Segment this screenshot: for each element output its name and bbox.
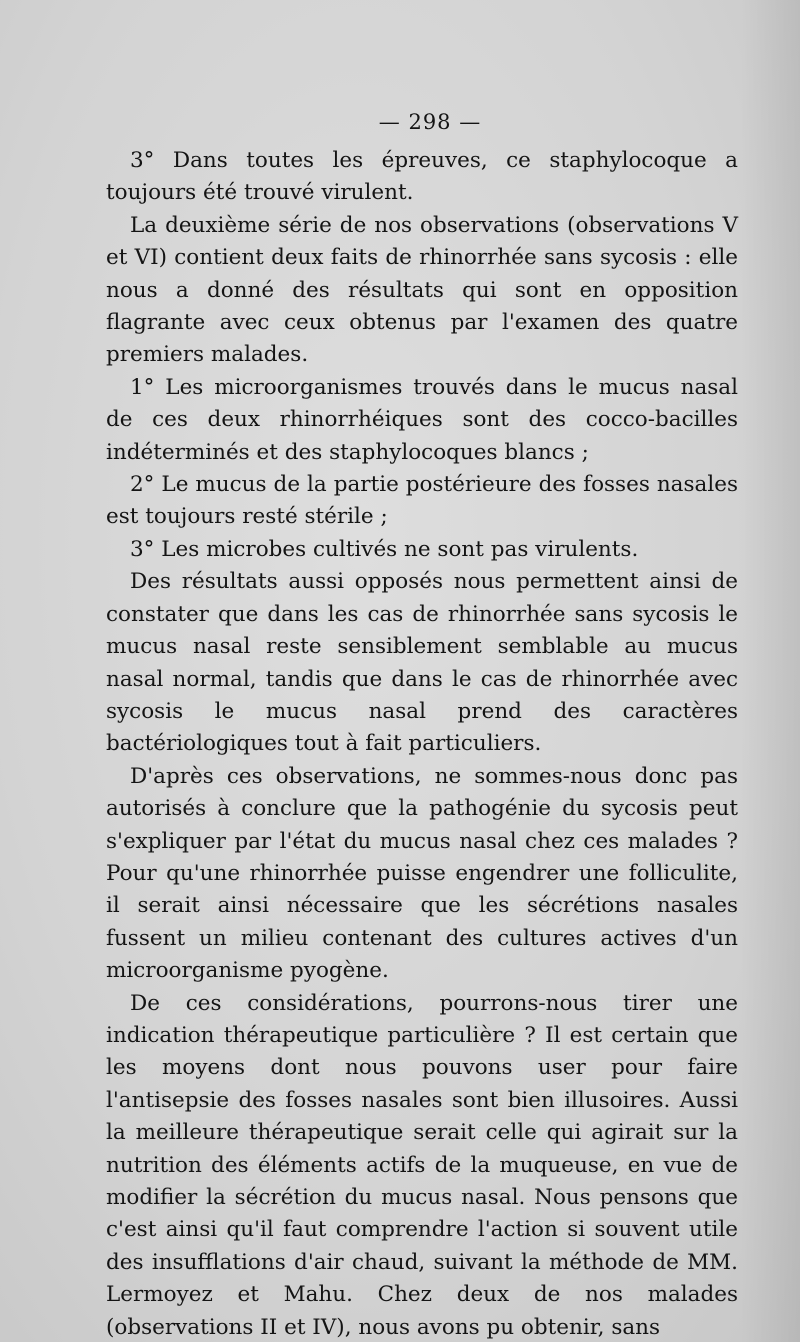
- page-edge-shadow: [740, 0, 800, 1342]
- page-number: — 298 —: [378, 110, 482, 134]
- paragraph: 3° Dans toutes les épreuves, ce staphylocoque a toujours été trouvé virulent.: [106, 148, 738, 206]
- paragraph: De ces considérations, pourrons-nous tirer une indication thérapeutique particulière ? Il est certain que les moyens dont nous pouvons user pour faire l'antisepsie des fosses nasales sont bien illusoires. Aussi la meilleure thérapeutique serait celle qui agirait sur la nutrition des éléments actifs de la muqueuse, en vue de modifier la sécrétion du mucus nasal. Nous pensons que c'est ainsi qu'il faut comprendre l'action si souvent utile des insufflations d'air chaud, suivant la méthode de MM. Lermoyez et Mahu. Chez deux de nos malades (observations II et IV), nous avons pu obtenir, sans: [106, 990, 738, 1340]
- paragraph: La deuxième série de nos observations (observations V et VI) contient deux faits de rhinorrhée sans sycosis : elle nous a donné des résultats qui sont en opposition flagrante avec ceux obtenus par l'examen des quatre premiers malades.: [106, 212, 738, 368]
- paragraph: 1° Les microorganismes trouvés dans le mucus nasal de ces deux rhinorrhéiques sont des cocco-bacilles indéterminés et des staphylocoques blancs ;: [106, 374, 738, 465]
- body-text: [106, 145, 738, 1342]
- paragraph: 2° Le mucus de la partie postérieure des fosses nasales est toujours resté stérile ;: [106, 472, 738, 530]
- paragraph: 3° Les microbes cultivés ne sont pas virulents.: [130, 536, 639, 562]
- paragraph: Des résultats aussi opposés nous permettent ainsi de constater que dans les cas de rhinorrhée sans sycosis le mucus nasal reste sensiblement semblable au mucus nasal normal, tandis que dans le cas de rhinorrhée avec sycosis le mucus nasal prend des caractères bactériologiques tout à fait particuliers.: [106, 569, 738, 757]
- paragraph: D'après ces observations, ne sommes-nous donc pas autorisés à conclure que la pathogénie du sycosis peut s'expliquer par l'état du mucus nasal chez ces malades ? Pour qu'une rhinorrhée puisse engendrer une folliculite, il serait ainsi nécessaire que les sécrétions nasales fussent un milieu contenant des cultures actives d'un microorganisme pyogène.: [106, 763, 738, 984]
